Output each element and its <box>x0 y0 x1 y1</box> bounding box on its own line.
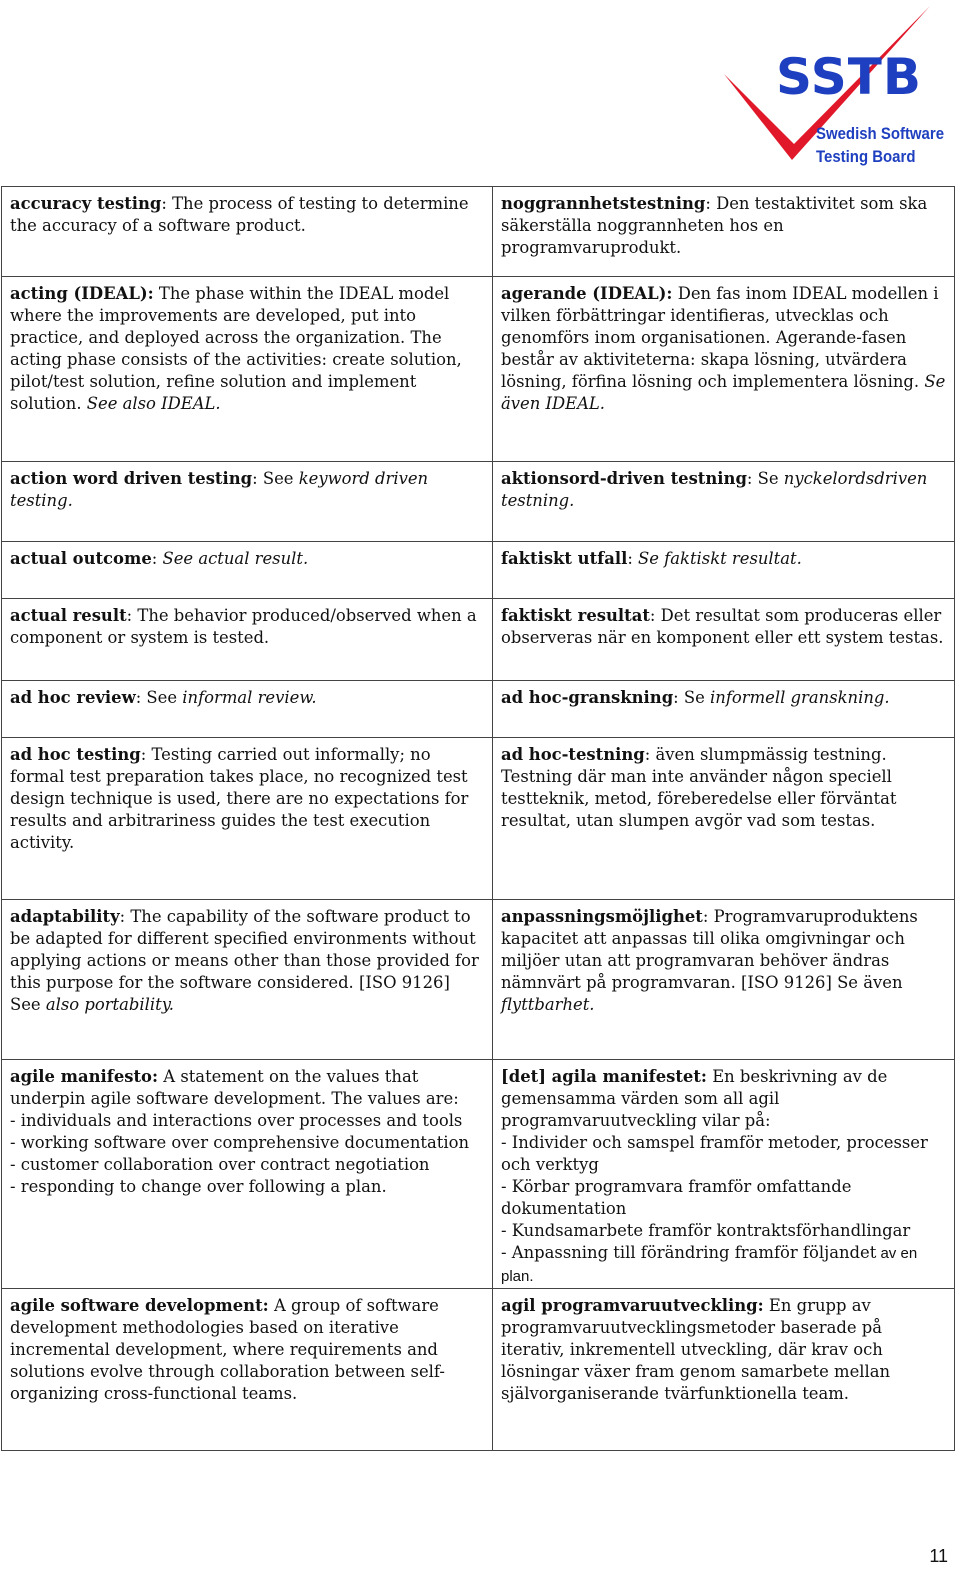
definition: Den fas inom IDEAL modellen i vilken förbättringar identifieras, utvecklas och genomförs inom organisationen. Agerande-fasen består av aktiviteterna: skapa lösning, utvärdera lösning, förfina lösning och implementera lösning. <box>501 284 939 391</box>
glossary-row <box>2 462 955 542</box>
value-line: - Anpassning till förändring framför följandet av en plan. <box>501 1243 918 1285</box>
glossary-row <box>2 187 955 277</box>
swedish-entry <box>493 277 955 462</box>
english-entry: accuracy testing: The process of testing to determine the accuracy of a software product. <box>2 187 493 277</box>
english-entry: ad hoc testing: Testing carried out informally; no formal test preparation takes place, no recognized test design technique is used, there are no expectations for results and arbitrariness guides the test execution activity. <box>2 738 493 900</box>
definition: Se <box>757 469 784 488</box>
term: agil programvaruutveckling: <box>501 1296 764 1315</box>
value-line: - Individer och samspel framför metoder, processer och verktyg <box>501 1133 928 1174</box>
english-entry: actual outcome: See actual result. <box>2 542 493 599</box>
logo-abbreviation: SSTB <box>776 48 922 106</box>
term: agerande (IDEAL): <box>501 284 673 303</box>
swedish-entry: aktionsord-driven testning: Se nyckelordsdriven testning. <box>493 462 955 542</box>
sstb-logo <box>720 4 956 170</box>
term: anpassningsmöjlighet <box>501 907 703 926</box>
definition: Programvaruproduktens kapacitet att anpassas till olika omgivningar och miljöer utan att programvaran behöver ändras nämnvärt på programvaran. [ISO 9126] Se även <box>501 907 918 992</box>
glossary-row <box>2 542 955 599</box>
definition: The process of testing to determine the accuracy of a software product. <box>10 194 469 235</box>
definition: En beskrivning av de gemensamma värden som all agil programvaruutveckling vilar på: <box>501 1067 888 1130</box>
term: action word driven testing <box>10 469 253 488</box>
swedish-entry: ad hoc-testning: även slumpmässig testning. Testning där man inte använder någon speciell testteknik, metod, föreberedelse eller förväntat resultat, utan slumpen avgör vad som testas. <box>493 738 955 900</box>
english-entry: adaptability: The capability of the software product to be adapted for different specified environments without applying actions or means other than those provided for this purpose for the software considered. [ISO 9126] See also portability. <box>2 900 493 1060</box>
english-entry <box>2 277 493 462</box>
definition: Det resultat som produceras eller observeras när en komponent eller ett system testas. <box>501 606 944 647</box>
term: agile software development: <box>10 1296 269 1315</box>
definition: Testing carried out informally; no formal test preparation takes place, no recognized test design technique is used, there are no expectations for results and arbitrariness guides the test execution activity. <box>10 745 469 852</box>
definition: A statement on the values that underpin agile software development. The values are: <box>10 1067 459 1108</box>
term: ad hoc testing <box>10 745 141 764</box>
term: ad hoc-testning <box>501 745 645 764</box>
english-entry <box>2 1289 493 1451</box>
term: actual result <box>10 606 127 625</box>
definition: The phase within the IDEAL model where the improvements are developed, put into practice, and deployed across the organization. The acting phase consists of the activities: create solution, pilot/test solution, refine solution and implement solution. <box>10 284 462 413</box>
definition: En grupp av programvaruutvecklingsmetoder baserade på iterativ, inkrementell utveckling, där krav och lösningar växer fram genom samarbete mellan självorganiserande tvärfunktionella team. <box>501 1296 891 1403</box>
term: ad hoc-granskning <box>501 688 674 707</box>
cross-reference: informell granskning. <box>710 688 890 707</box>
swedish-entry: anpassningsmöjlighet: Programvaruproduktens kapacitet att anpassas till olika omgivningar och miljöer utan att programvaran behöver ändras nämnvärt på programvaran. [ISO 9126] Se även flyttbarhet. <box>493 900 955 1060</box>
term: aktionsord-driven testning <box>501 469 747 488</box>
term: accuracy testing <box>10 194 162 213</box>
english-entry: action word driven testing: See keyword driven testing. <box>2 462 493 542</box>
value-line: - individuals and interactions over processes and tools <box>10 1111 463 1130</box>
swedish-entry: ad hoc-granskning: Se informell granskning. <box>493 681 955 738</box>
english-entry: ad hoc review: See informal review. <box>2 681 493 738</box>
swedish-entry <box>493 1060 955 1289</box>
term: acting (IDEAL): <box>10 284 154 303</box>
cross-reference: informal review. <box>182 688 317 707</box>
value-line: - Kundsamarbete framför kontraktsförhandlingar <box>501 1221 911 1240</box>
swedish-entry: faktiskt utfall: Se faktiskt resultat. <box>493 542 955 599</box>
cross-reference: See also IDEAL. <box>86 394 221 413</box>
swedish-entry: faktiskt resultat: Det resultat som produceras eller observeras när en komponent eller ett system testas. <box>493 599 955 681</box>
swedish-entry <box>493 1289 955 1451</box>
value-line: - responding to change over following a plan. <box>10 1177 387 1196</box>
cross-reference: Se faktiskt resultat. <box>638 549 802 568</box>
glossary-row <box>2 900 955 1060</box>
definition: The capability of the software product to be adapted for different specified environments without applying actions or means other than those provided for this purpose for the software considered. [ISO 9126] See <box>10 907 479 1014</box>
glossary-row <box>2 681 955 738</box>
cross-reference: flyttbarhet. <box>501 995 595 1014</box>
glossary-row <box>2 1060 955 1289</box>
cross-reference: keyword driven testing. <box>10 469 429 510</box>
definition: även slumpmässig testning. Testning där man inte använder någon speciell testteknik, metod, föreberedelse eller förväntat resultat, utan slumpen avgör vad som testas. <box>501 745 897 830</box>
swedish-entry: noggrannhetstestning: Den testaktivitet som ska säkerställa noggrannheten hos en programvaruprodukt. <box>493 187 955 277</box>
glossary-row <box>2 277 955 462</box>
logo-line-2: Testing Board <box>816 147 916 166</box>
term: faktiskt resultat <box>501 606 650 625</box>
term: adaptability <box>10 907 120 926</box>
english-entry <box>2 1060 493 1289</box>
cross-reference: nyckelordsdriven testning. <box>501 469 928 510</box>
value-line: - customer collaboration over contract negotiation <box>10 1155 430 1174</box>
term: faktiskt utfall <box>501 549 628 568</box>
value-line: - Körbar programvara framför omfattande dokumentation <box>501 1177 852 1218</box>
definition: The behavior produced/observed when a component or system is tested. <box>10 606 477 647</box>
glossary-row <box>2 738 955 900</box>
definition: See <box>262 469 299 488</box>
term: agile manifesto: <box>10 1067 159 1086</box>
value-line: - working software over comprehensive documentation <box>10 1133 470 1152</box>
definition: A group of software development methodologies based on iterative incremental development, where requirements and solutions evolve through collaboration between self-organizing cross-functional teams. <box>10 1296 445 1403</box>
cross-reference: See actual result. <box>162 549 309 568</box>
cross-reference: Se även IDEAL. <box>501 372 946 413</box>
glossary-row <box>2 1289 955 1451</box>
definition: Den testaktivitet som ska säkerställa noggrannheten hos en programvaruprodukt. <box>501 194 928 257</box>
definition: See <box>146 688 183 707</box>
english-entry: actual result: The behavior produced/observed when a component or system is tested. <box>2 599 493 681</box>
logo-line-1: Swedish Software <box>816 124 945 143</box>
term: actual outcome <box>10 549 152 568</box>
term: [det] agila manifestet: <box>501 1067 707 1086</box>
term: noggrannhetstestning <box>501 194 706 213</box>
page-number: 11 <box>929 1546 948 1566</box>
cross-reference: also portability. <box>45 995 174 1014</box>
glossary-table <box>1 186 955 1451</box>
glossary-row <box>2 599 955 681</box>
definition: Se <box>683 688 711 707</box>
term: ad hoc review <box>10 688 136 707</box>
